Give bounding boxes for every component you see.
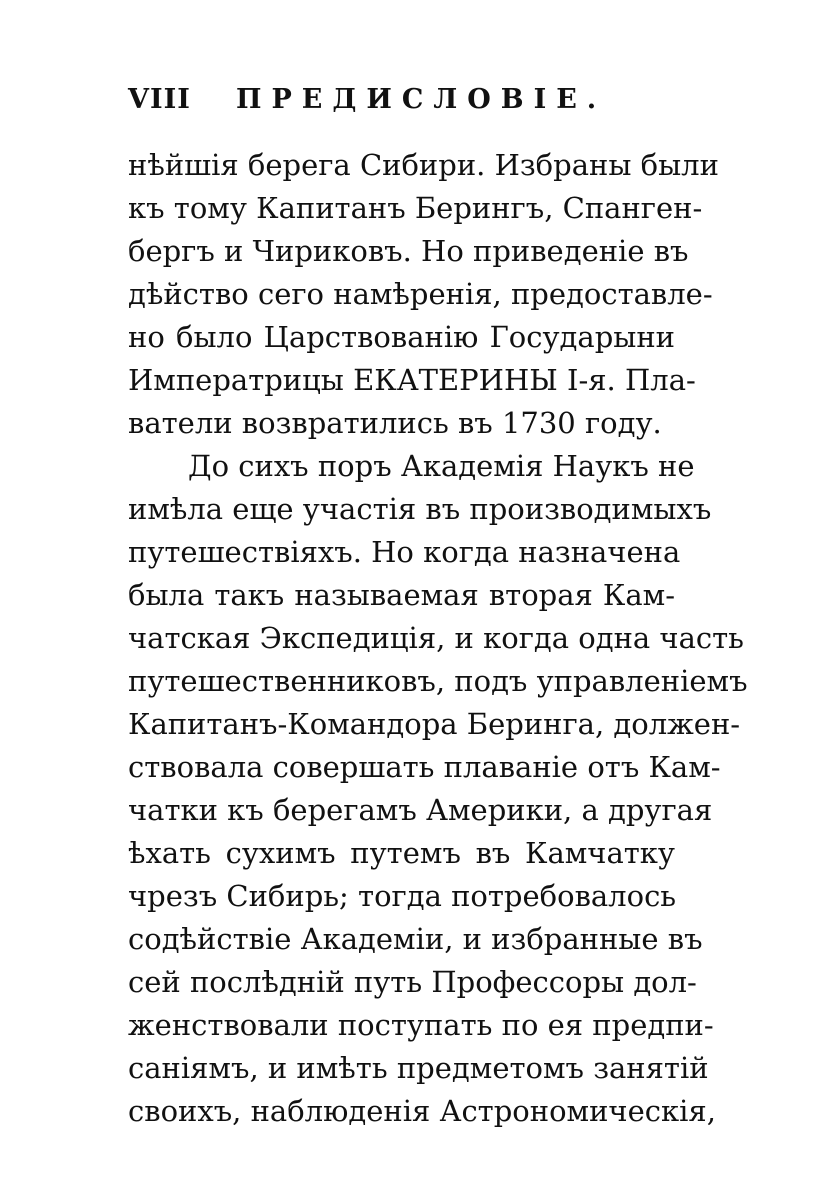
text-line: имѣла еще участія въ производимыхъ: [128, 492, 712, 526]
text-line: Императрицы ЕКАТЕРИНЫ I-я. Пла-: [128, 363, 696, 397]
text-line: чатки къ берегамъ Америки, а другая: [128, 793, 713, 827]
text-line: чатская Экспедиція, и когда одна часть: [128, 621, 744, 655]
text-line: ѣхать сухимъ путемъ въ Камчатку: [128, 836, 675, 870]
text-line: была такъ называемая вторая Кам-: [128, 578, 675, 612]
text-line: женствовали поступать по ея предпи-: [128, 1008, 714, 1042]
paragraph-1: [128, 144, 719, 445]
page-number: VIII: [128, 84, 191, 115]
text-line: ватели возвратились въ 1730 году.: [128, 406, 662, 440]
page-header: [128, 84, 688, 124]
text-line: къ тому Капитанъ Берингъ, Спанген-: [128, 191, 703, 225]
running-title: ПРЕДИСЛОВІЕ.: [236, 84, 607, 115]
text-line: бергъ и Чириковъ. Но приведеніе въ: [128, 234, 689, 268]
body-text: [128, 144, 748, 1133]
text-line: нѣйшія берега Сибири. Избраны были: [128, 148, 719, 182]
text-line: путешествіяхъ. Но когда назначена: [128, 535, 681, 569]
text-line: ствовала совершать плаваніе отъ Кам-: [128, 750, 721, 784]
text-line: но было Царствованію Государыни: [128, 320, 675, 354]
text-line: путешественниковъ, подъ управленіемъ: [128, 664, 748, 698]
paragraph-2: [128, 445, 748, 1133]
text-line: До сихъ поръ Академія Наукъ не: [188, 449, 695, 483]
text-line: Капитанъ-Командора Беринга, должен-: [128, 707, 741, 741]
text-line: дѣйство сего намѣренія, предоставле-: [128, 277, 713, 311]
text-line: своихъ, наблюденія Астрономическія,: [128, 1094, 716, 1128]
text-line: саніямъ, и имѣть предметомъ занятій: [128, 1051, 709, 1085]
text-line: содѣйствіе Академіи, и избранные въ: [128, 922, 703, 956]
text-line: сей послѣдній путь Профессоры дол-: [128, 965, 697, 999]
text-line: чрезъ Сибирь; тогда потребовалось: [128, 879, 677, 913]
